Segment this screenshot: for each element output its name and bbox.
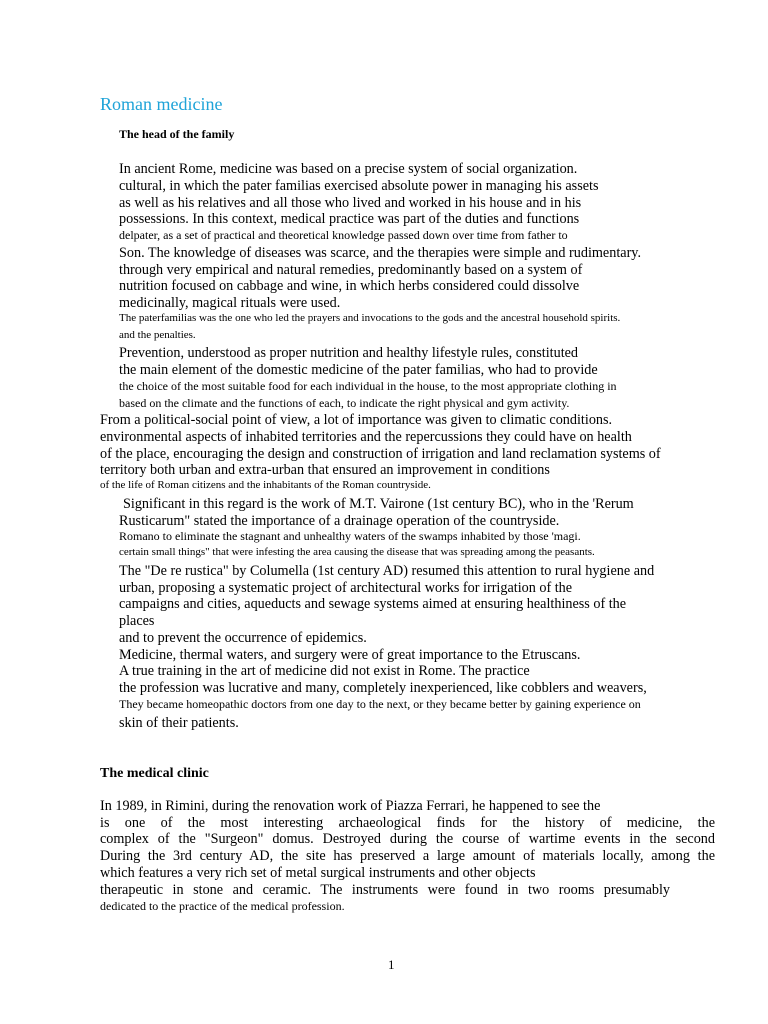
body-line: places [119,613,155,629]
body-line: Romano to eliminate the stagnant and unhealthy waters of the swamps inhabited by those 'magi. [119,529,581,543]
body-line: the profession was lucrative and many, completely inexperienced, like cobblers and weavers, [119,680,647,696]
body-line: campaigns and cities, aqueducts and sewage systems aimed at ensuring healthiness of the [119,596,627,612]
section-heading-medical-clinic: The medical clinic [100,766,209,781]
body-line: of the place, encouraging the design and construction of irrigation and land reclamation systems of [100,446,661,462]
body-line: urban, proposing a systematic project of architectural works for irrigation of the [119,580,573,596]
body-line: Son. The knowledge of diseases was scarce, and the therapies were simple and rudimentary. [119,245,642,261]
body-line: In 1989, in Rimini, during the renovation work of Piazza Ferrari, he happened to see the [100,798,601,814]
body-line: medicinally, magical rituals were used. [119,295,341,311]
body-line: environmental aspects of inhabited territories and the repercussions they could have on health [100,429,632,445]
body-line: They became homeopathic doctors from one day to the next, or they became better by gaining experience on [119,697,641,711]
body-line: through very empirical and natural remedies, predominantly based on a system of [119,262,583,278]
body-line: Rusticarum" stated the importance of a drainage operation of the countryside. [119,513,560,529]
body-line: of the life of Roman citizens and the inhabitants of the Roman countryside. [100,479,431,491]
body-line: skin of their patients. [119,715,239,731]
body-line: possessions. In this context, medical practice was part of the duties and functions [119,211,580,227]
body-line: dedicated to the practice of the medical profession. [100,899,345,913]
body-line: therapeutic in stone and ceramic. The instruments were found in two rooms presumably [100,883,670,898]
body-line: based on the climate and the functions of each, to indicate the right physical and gym activity. [119,396,570,410]
body-line: Significant in this regard is the work of M.T. Vairone (1st century BC), who in the 'Rerum [123,496,634,512]
body-line: From a political-social point of view, a lot of importance was given to climatic conditions. [100,412,613,428]
section-heading-head-of-family: The head of the family [119,127,235,141]
body-line: the main element of the domestic medicine of the pater familias, who had to provide [119,362,598,378]
body-line: complex of the "Surgeon" domus. Destroyed during the course of wartime events in the second [100,832,715,847]
body-line: certain small things" that were infesting the area causing the disease that was spreading among the peasants. [119,546,595,558]
document-title: Roman medicine [100,94,223,114]
body-line: territory both urban and extra-urban that ensured an improvement in conditions [100,462,550,478]
body-line: and the penalties. [119,329,196,341]
body-line: delpater, as a set of practical and theoretical knowledge passed down over time from father to [119,228,568,242]
body-line: and to prevent the occurrence of epidemics. [119,630,367,646]
body-line: The paterfamilias was the one who led the prayers and invocations to the gods and the ancestral household spirits. [119,312,621,324]
body-line: as well as his relatives and all those who lived and worked in his house and in his [119,195,582,211]
body-line: which features a very rich set of metal surgical instruments and other objects [100,865,536,881]
body-line: The "De re rustica" by Columella (1st century AD) resumed this attention to rural hygiene and [119,563,655,579]
body-line: A true training in the art of medicine did not exist in Rome. The practice [119,663,530,679]
page-number: 1 [388,957,395,972]
body-line: nutrition focused on cabbage and wine, in which herbs considered could dissolve [119,278,580,294]
body-line: cultural, in which the pater familias exercised absolute power in managing his assets [119,178,599,194]
body-line: Prevention, understood as proper nutrition and healthy lifestyle rules, constituted [119,345,579,361]
body-line: During the 3rd century AD, the site has preserved a large amount of materials locally, among the [100,849,715,864]
body-line: the choice of the most suitable food for each individual in the house, to the most appropriate clothing in [119,379,617,393]
body-line: In ancient Rome, medicine was based on a precise system of social organization. [119,161,578,177]
body-line: Medicine, thermal waters, and surgery were of great importance to the Etruscans. [119,647,581,663]
body-line: is one of the most interesting archaeological finds for the history of medicine, the [100,816,715,831]
